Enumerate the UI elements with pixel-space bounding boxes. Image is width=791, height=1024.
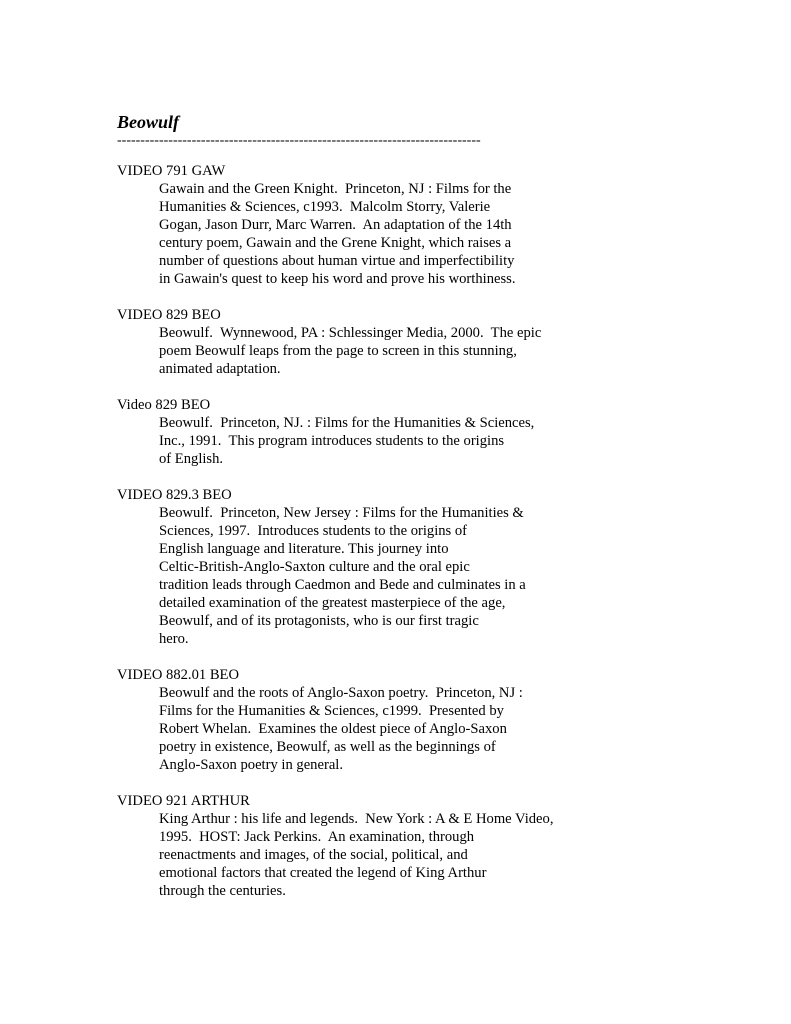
entry-description	[117, 504, 757, 648]
description-line: 1995. HOST: Jack Perkins. An examination, through	[159, 829, 475, 845]
description-line: Gogan, Jason Durr, Marc Warren. An adaptation of the 14th	[159, 217, 512, 233]
description-line: Beowulf, and of its protagonists, who is our first tragic	[159, 613, 479, 629]
description-line: English language and literature. This journey into	[159, 541, 449, 557]
video-entry	[117, 396, 757, 468]
description-line: reenactments and images, of the social, political, and	[159, 847, 468, 863]
description-line: Inc., 1991. This program introduces students to the origins	[159, 433, 505, 449]
video-entry	[117, 666, 757, 774]
entry-description	[117, 324, 757, 378]
video-entry	[117, 792, 757, 900]
call-number: VIDEO 829.3 BEO	[117, 487, 232, 503]
video-list	[117, 162, 757, 900]
call-number: Video 829 BEO	[117, 397, 211, 413]
description-line: detailed examination of the greatest masterpiece of the age,	[159, 595, 506, 611]
title-divider: ------------------------------------------------------------------------------	[117, 133, 481, 148]
description-line: Beowulf and the roots of Anglo-Saxon poetry. Princeton, NJ :	[159, 685, 523, 701]
description-line: Films for the Humanities & Sciences, c1999. Presented by	[159, 703, 504, 719]
description-line: hero.	[159, 631, 189, 647]
entry-description	[117, 810, 757, 900]
description-line: Anglo-Saxon poetry in general.	[159, 757, 343, 773]
description-line: Sciences, 1997. Introduces students to the origins of	[159, 523, 468, 539]
description-line: Beowulf. Princeton, NJ. : Films for the Humanities & Sciences,	[159, 415, 535, 431]
description-line: Celtic-British-Anglo-Saxton culture and the oral epic	[159, 559, 470, 575]
description-line: Robert Whelan. Examines the oldest piece of Anglo-Saxon	[159, 721, 507, 737]
call-number: VIDEO 829 BEO	[117, 307, 221, 323]
entry-description	[117, 684, 757, 774]
call-number: VIDEO 791 GAW	[117, 163, 226, 179]
video-entry	[117, 486, 757, 648]
description-line: poem Beowulf leaps from the page to screen in this stunning,	[159, 343, 517, 359]
description-line: animated adaptation.	[159, 361, 281, 377]
entry-description	[117, 414, 757, 468]
video-entry	[117, 162, 757, 288]
video-entry	[117, 306, 757, 378]
description-line: Gawain and the Green Knight. Princeton, NJ : Films for the	[159, 181, 512, 197]
description-line: tradition leads through Caedmon and Bede and culminates in a	[159, 577, 526, 593]
description-line: in Gawain's quest to keep his word and prove his worthiness.	[159, 271, 516, 287]
call-number: VIDEO 882.01 BEO	[117, 667, 240, 683]
description-line: century poem, Gawain and the Grene Knight, which raises a	[159, 235, 512, 251]
description-line: poetry in existence, Beowulf, as well as the beginnings of	[159, 739, 496, 755]
page-title: Beowulf	[117, 112, 180, 132]
description-line: Beowulf. Wynnewood, PA : Schlessinger Media, 2000. The epic	[159, 325, 542, 341]
description-line: number of questions about human virtue and imperfectibility	[159, 253, 515, 269]
description-line: of English.	[159, 451, 224, 467]
call-number: VIDEO 921 ARTHUR	[117, 793, 250, 809]
document-page	[117, 110, 757, 918]
description-line: emotional factors that created the legend of King Arthur	[159, 865, 487, 881]
entry-description	[117, 180, 757, 288]
description-line: Humanities & Sciences, c1993. Malcolm Storry, Valerie	[159, 199, 491, 215]
description-line: through the centuries.	[159, 883, 286, 899]
description-line: King Arthur : his life and legends. New York : A & E Home Video,	[159, 811, 554, 827]
description-line: Beowulf. Princeton, New Jersey : Films for the Humanities &	[159, 505, 524, 521]
